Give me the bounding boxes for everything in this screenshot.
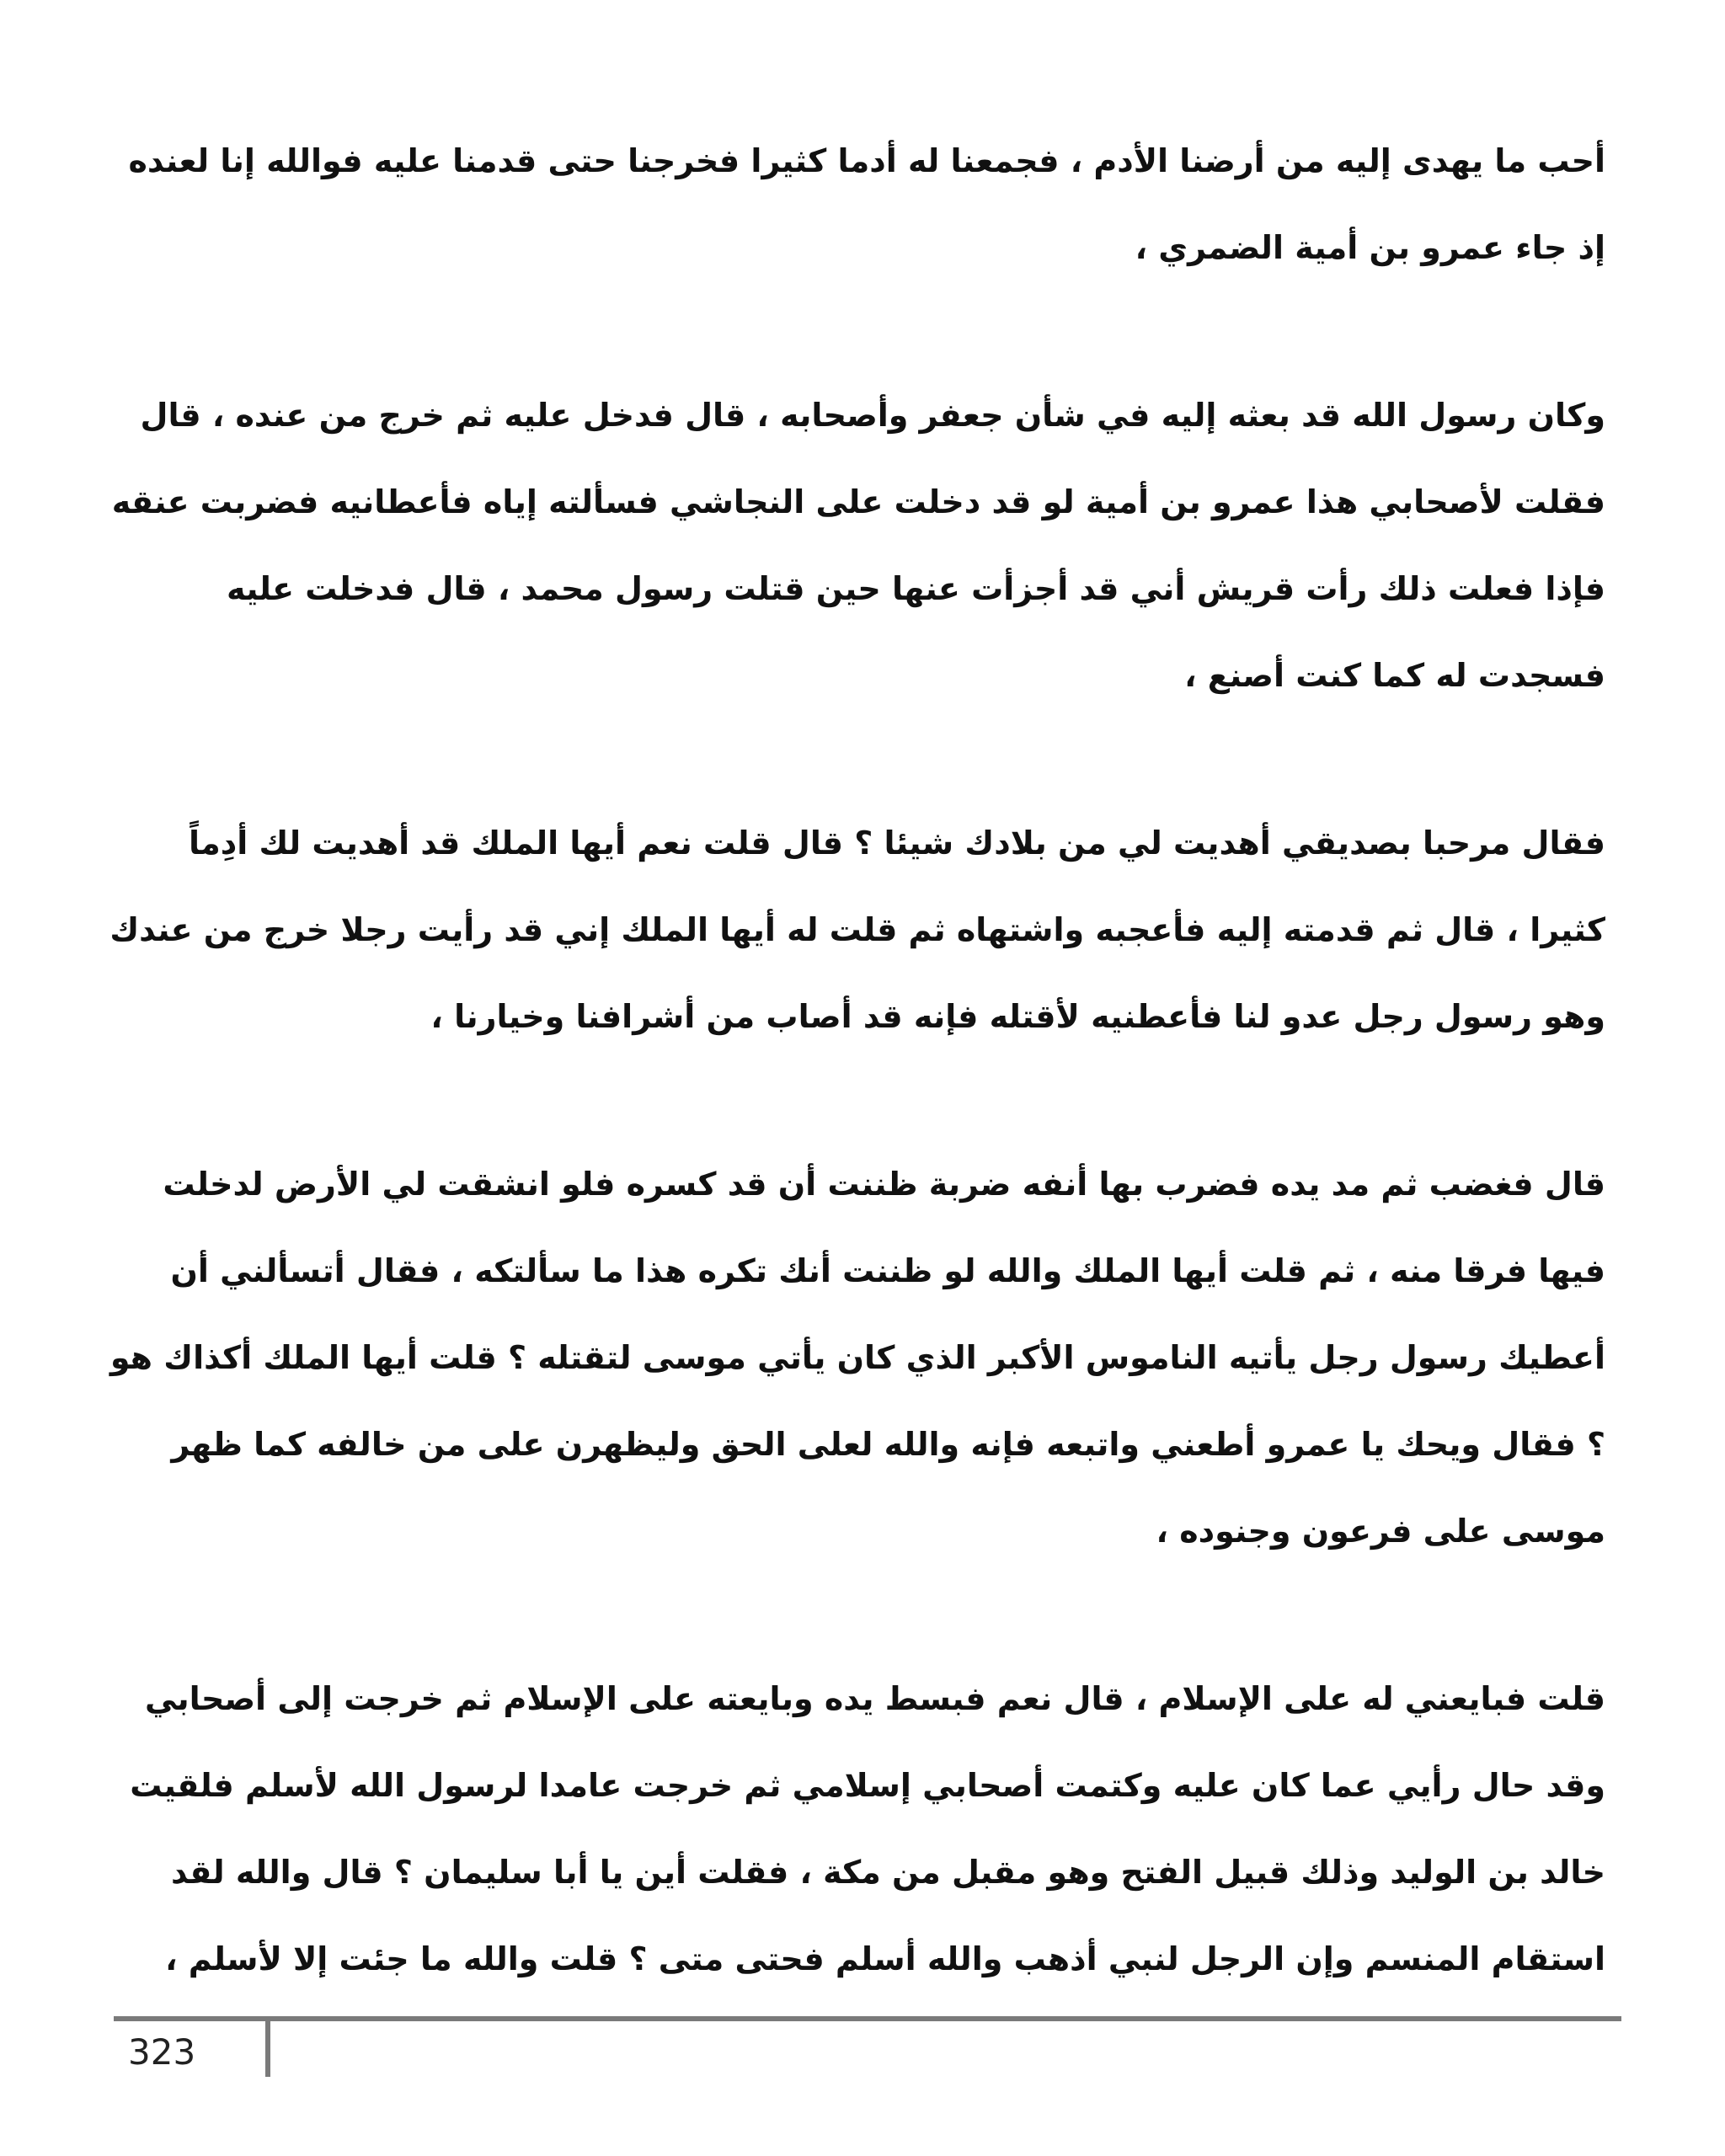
footer-rule [114, 2016, 1621, 2021]
text-line: ؟ فقال ويحك يا عمرو أطعني واتبعه فإنه والله لعلى الحق وليظهرن على من خالفه كما ظهر [171, 1426, 1605, 1463]
text-line: فسجدت له كما كنت أصنع ، [1184, 657, 1605, 694]
page-number: 323 [128, 2031, 196, 2073]
text-line: فيها فرقا منه ، ثم قلت أيها الملك والله لو ظننت أنك تكره هذا ما سألتكه ، فقال أتسألني أن [170, 1252, 1605, 1289]
text-line: أعطيك رسول رجل يأتيه الناموس الأكبر الذي كان يأتي موسى لتقتله ؟ قلت أيها الملك أكذاك هو [109, 1339, 1605, 1376]
text-line: خالد بن الوليد وذلك قبيل الفتح وهو مقبل من مكة ، فقلت أين يا أبا سليمان ؟ قال والله لقد [171, 1854, 1605, 1891]
paragraph-4 [109, 1141, 1605, 1575]
text-line: وهو رسول رجل عدو لنا فأعطنيه لأقتله فإنه قد أصاب من أشرافنا وخيارنا ، [430, 998, 1605, 1035]
text-line: فإذا فعلت ذلك رأت قريش أني قد أجزأت عنها حين قتلت رسول محمد ، قال فدخلت عليه [227, 570, 1605, 607]
text-line: كثيرا ، قال ثم قدمته إليه فأعجبه واشتهاه ثم قلت له أيها الملك إني قد رأيت رجلا خرج من عندك [109, 911, 1605, 948]
text-line: قلت فبايعني له على الإسلام ، قال نعم فبسط يده وبايعته على الإسلام ثم خرجت إلى أصحابي [144, 1680, 1605, 1717]
paragraph-3 [109, 800, 1605, 1060]
footer-divider-tick [265, 2016, 270, 2077]
text-line: وقد حال رأيي عما كان عليه وكتمت أصحابي إسلامي ثم خرجت عامدا لرسول الله لأسلم فلقيت [130, 1767, 1605, 1804]
text-line: فقال مرحبا بصديقي أهديت لي من بلادك شيئا ؟ قال قلت نعم أيها الملك قد أهديت لك أدِماً [188, 825, 1605, 862]
paragraph-5 [130, 1656, 1605, 2003]
text-line: استقام المنسم وإن الرجل لنبي أذهب والله أسلم فحتى متى ؟ قلت والله ما جئت إلا لأسلم ، [165, 1940, 1605, 1977]
paragraph-2 [111, 372, 1605, 719]
page-body [109, 118, 1605, 2003]
text-line: إذ جاء عمرو بن أمية الضمري ، [1135, 229, 1605, 266]
paragraph-1 [128, 118, 1605, 291]
text-line: موسى على فرعون وجنوده ، [1156, 1513, 1605, 1550]
text-line: وكان رسول الله قد بعثه إليه في شأن جعفر وأصحابه ، قال فدخل عليه ثم خرج من عنده ، قال [140, 397, 1605, 434]
text-line: فقلت لأصحابي هذا عمرو بن أمية لو قد دخلت على النجاشي فسألته إياه فأعطانيه فضربت عنقه [111, 483, 1605, 520]
text-line: أحب ما يهدى إليه من أرضنا الأدم ، فجمعنا له أدما كثيرا فخرجنا حتى قدمنا عليه فوالله إنا لعنده [128, 142, 1605, 179]
text-line: قال فغضب ثم مد يده فضرب بها أنفه ضربة ظننت أن قد كسره فلو انشقت لي الأرض لدخلت [163, 1166, 1605, 1203]
